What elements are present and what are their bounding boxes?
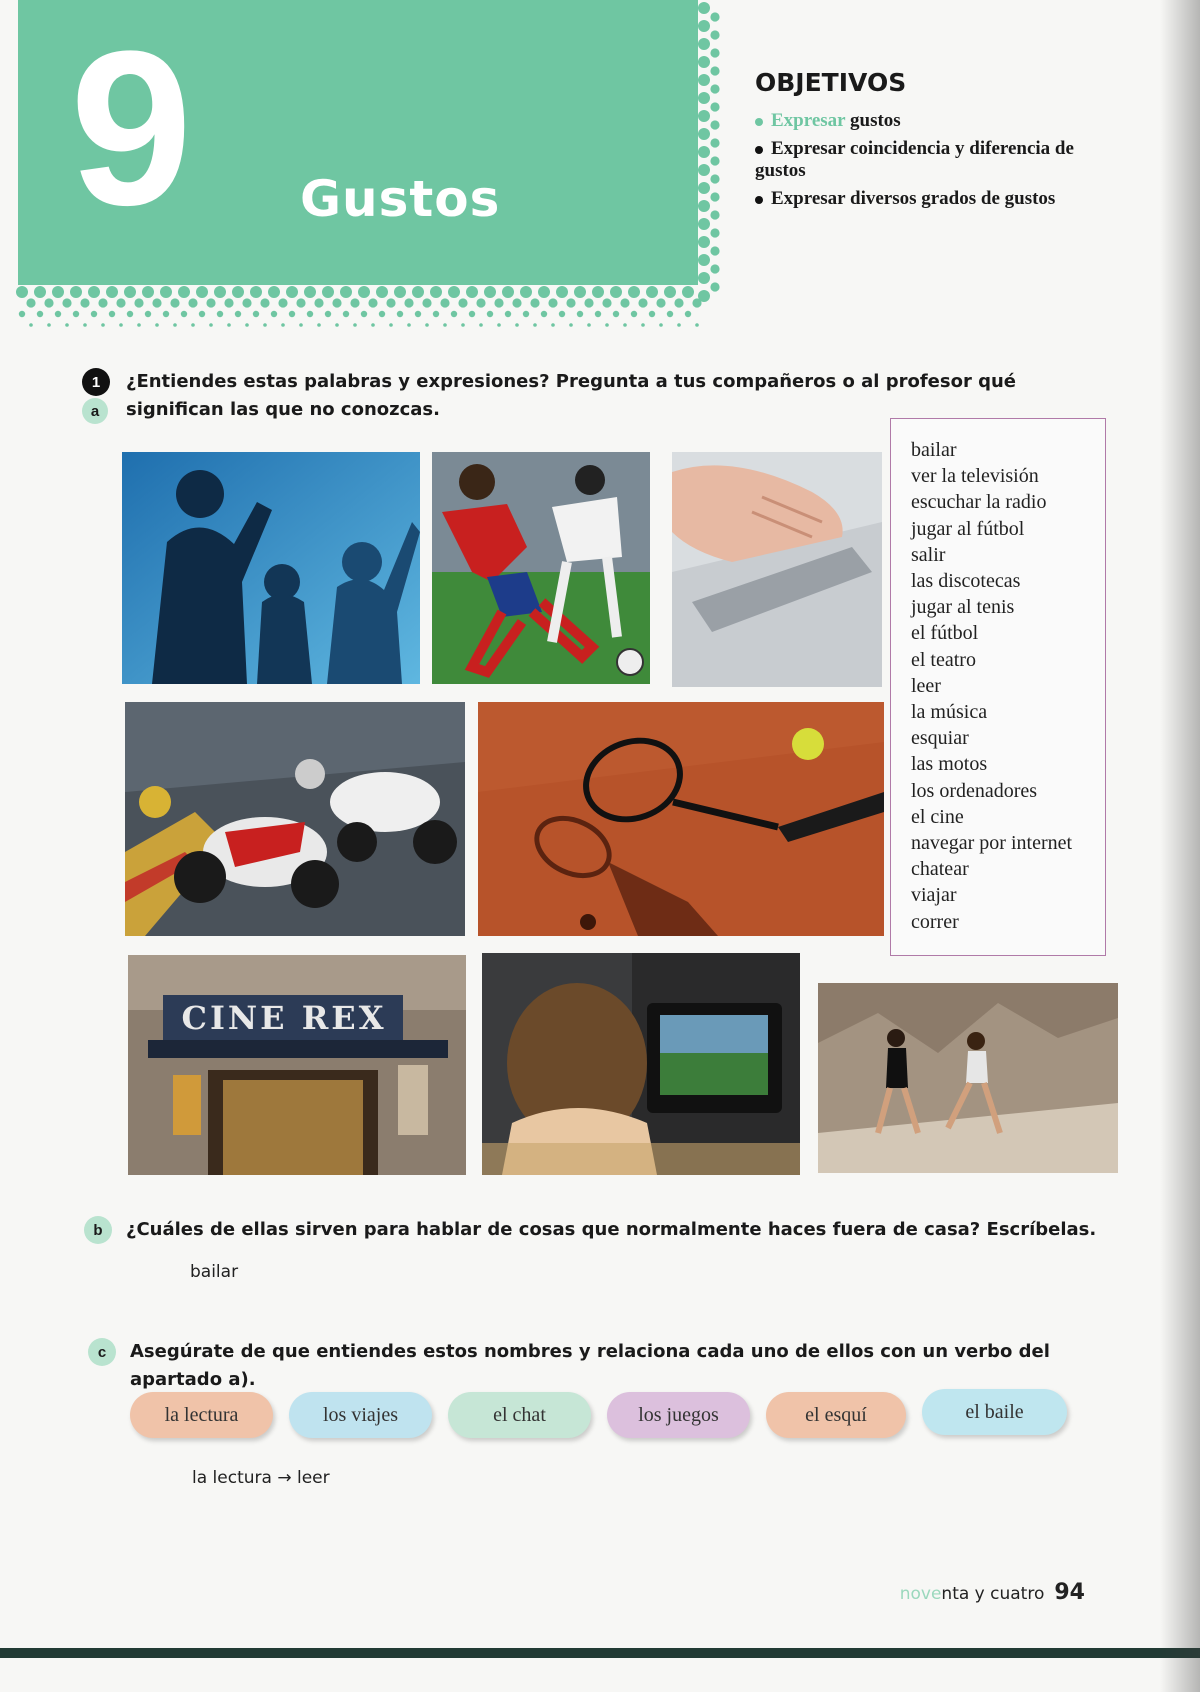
objective-text: gustos [845,110,901,131]
bullet-icon [755,196,763,204]
vocabulary-item: jugar al tenis [911,596,1015,619]
vocabulary-item: chatear [911,858,969,881]
chapter-title: Gustos [300,170,501,228]
vocabulary-item: salir [911,543,946,566]
objective-text: Expresar diversos grados de gustos [771,188,1056,209]
page-words: nta y cuatro [941,1584,1045,1604]
objective-item [755,110,1085,132]
dancing-photo [122,452,420,684]
vocabulary-item: jugar al fútbol [911,517,1025,540]
cinema-photo [128,955,466,1175]
objective-item [755,188,1085,210]
vocabulary-item: navegar por internet [911,832,1073,855]
vocabulary-item: esquiar [911,727,969,750]
vocabulary-item: el teatro [911,648,976,671]
vocabulary-item: viajar [911,884,957,907]
page-words-faint: nove [899,1584,942,1604]
bottom-rule [0,1648,1200,1658]
noun-pill: los juegos [607,1392,750,1438]
cinema-sign: CINE REX [181,999,387,1037]
vocabulary-item: el cine [911,805,964,828]
noun-pills-row [130,1392,1080,1448]
noun-pill: el esquí [766,1392,906,1438]
exercise-1c-instruction: Asegúrate de que entiendes estos nombres y relaciona cada uno de ellos con un verbo del apartado a). [130,1341,1050,1390]
running-photo [818,983,1118,1173]
objectives-title: OBJETIVOS [755,68,907,97]
chapter-number: 9 [70,5,193,251]
noun-pill: los viajes [289,1392,432,1438]
football-photo [432,452,650,684]
page-footer [900,1580,1085,1605]
tennis-photo [478,702,884,936]
objective-text: Expresar coincidencia y diferencia de gustos [755,138,1074,181]
vocabulary-item: los ordenadores [911,779,1038,802]
objective-lead: Expresar [771,110,846,131]
bullet-icon [755,118,763,126]
part-c-marker: c [88,1338,116,1366]
vocabulary-item: las discotecas [911,570,1021,593]
noun-pill: el baile [922,1389,1067,1435]
vocabulary-item: la música [911,701,988,724]
laptop-photo [672,452,882,687]
television-photo [482,953,800,1175]
vocabulary-item: bailar [911,439,957,461]
noun-pill: el chat [448,1392,591,1438]
exercise-1b-example-answer: bailar [190,1262,239,1282]
vocabulary-item: correr [911,910,959,933]
exercise-number-marker: 1 [82,368,110,396]
vocabulary-box [890,418,1106,956]
page-number: 94 [1054,1580,1085,1605]
vocabulary-item: el fútbol [911,622,979,645]
vocabulary-list [891,419,1105,935]
exercise-1b-instruction: ¿Cuáles de ellas sirven para hablar de cosas que normalmente haces fuera de casa? Escríbelas. [126,1219,1097,1240]
noun-pill: la lectura [130,1392,273,1438]
vocabulary-item: ver la televisión [911,465,1039,488]
vocabulary-item: escuchar la radio [911,491,1047,514]
part-b-marker: b [84,1216,112,1244]
objective-item [755,138,1085,182]
motorbikes-photo [125,702,465,936]
exercise-1c-example-answer: la lectura → leer [192,1468,330,1488]
bullet-icon [755,146,763,154]
exercise-1a-instruction: ¿Entiendes estas palabras y expresiones? Pregunta a tus compañeros o al profesor qué significan las que no conozcas. [126,371,1016,420]
part-a-marker: a [82,398,108,424]
page-gutter-shadow [1160,0,1200,1692]
vocabulary-item: leer [911,674,941,697]
vocabulary-item: las motos [911,753,988,776]
